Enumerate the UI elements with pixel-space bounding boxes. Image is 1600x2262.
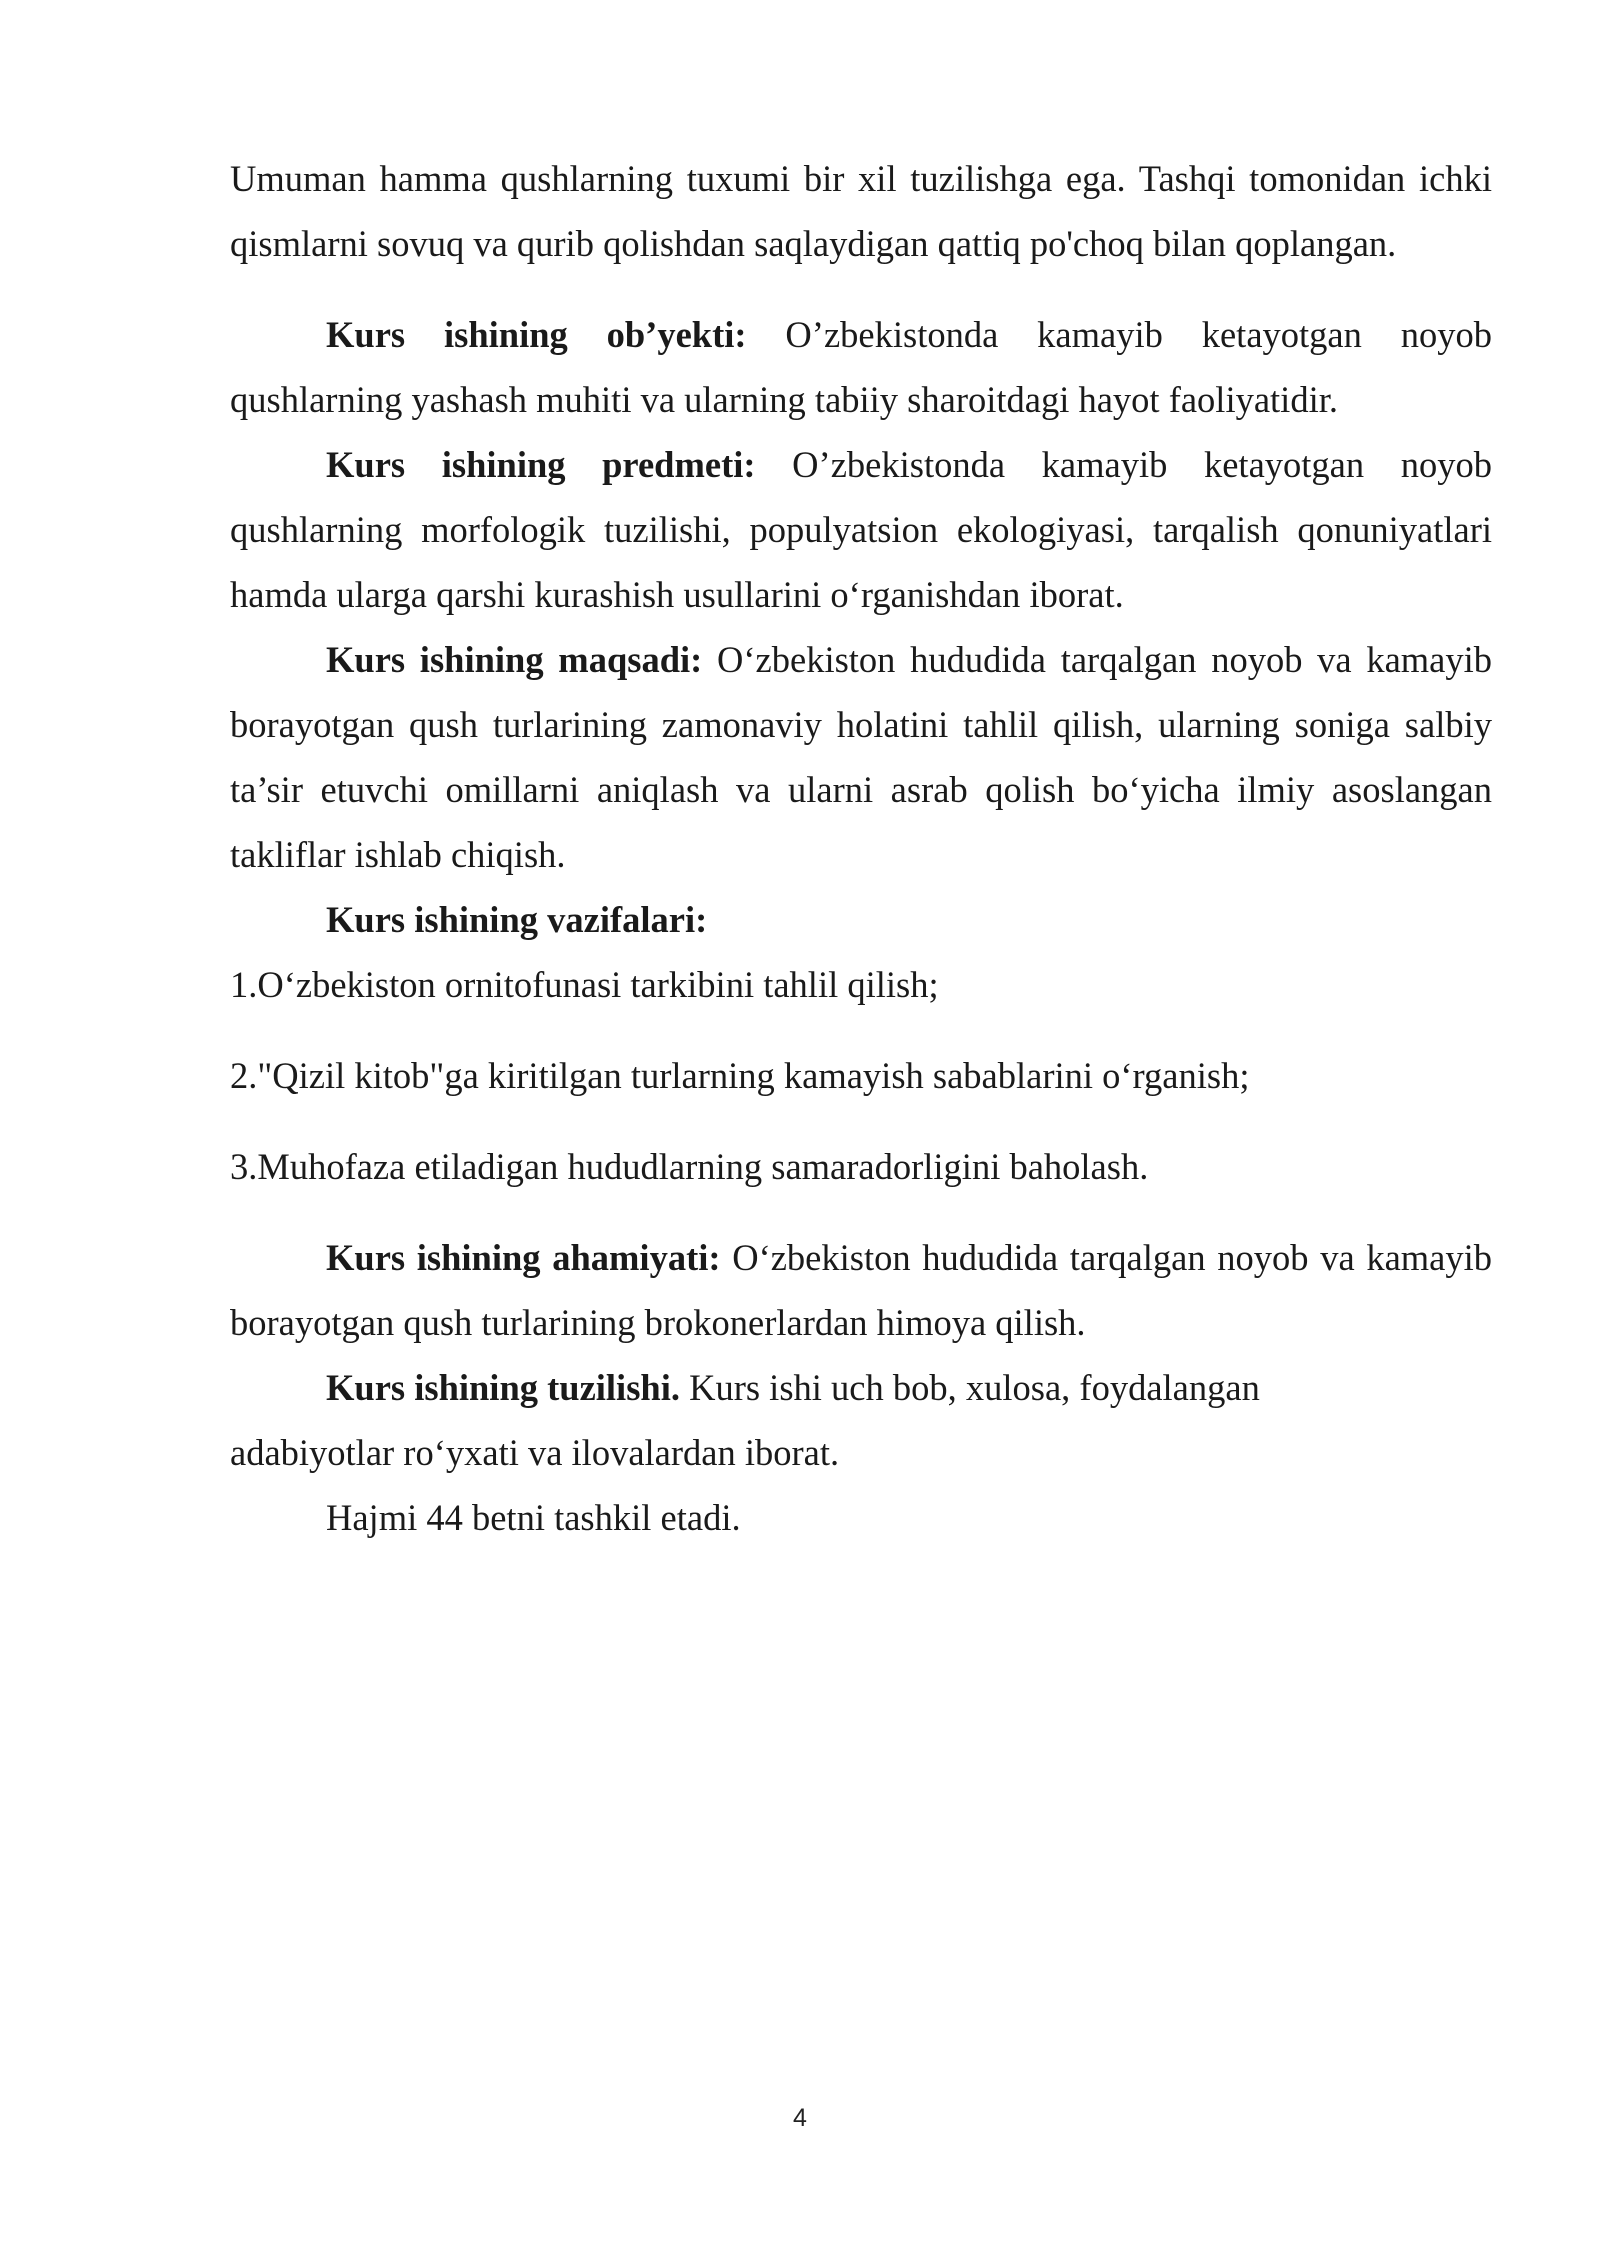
subject-paragraph [230, 432, 1492, 627]
structure-label: Kurs ishining tuzilishi. [326, 1367, 680, 1408]
importance-text: O‘zbekiston hududida tarqalgan noyob va kamayib borayotgan qush turlarining brokonerlardan himoya qilish. [230, 1237, 1492, 1343]
tasks-heading: Kurs ishining vazifalari: [326, 899, 708, 940]
task-item-3: 3.Muhofaza etiladigan hududlarning samaradorligini baholash. [230, 1146, 1149, 1187]
goal-paragraph [230, 627, 1492, 887]
subject-label: Kurs ishining predmeti: [326, 444, 756, 485]
subject-text: O’zbekistonda kamayib ketayotgan noyob qushlarning morfologik tuzilishi, populyatsion ekologiyasi, tarqalish qonuniyatlari hamda ularga qarshi kurashish usullarini o‘rganishdan iborat. [230, 444, 1492, 615]
spacer [230, 1199, 1492, 1225]
importance-paragraph [230, 1225, 1492, 1355]
spacer [230, 276, 1492, 302]
spacer [230, 1017, 1492, 1043]
intro-paragraph: Umuman hamma qushlarning tuxumi bir xil tuzilishga ega. Tashqi tomonidan ichki qismlarni sovuq va qurib qolishdan saqlaydigan qattiq po'choq bilan qoplangan. [230, 158, 1492, 264]
spacer [230, 1108, 1492, 1134]
object-text: O’zbekistonda kamayib ketayotgan noyob qushlarning yashash muhiti va ularning tabiiy sharoitdagi hayot faoliyatidir. [230, 314, 1492, 420]
object-paragraph [230, 302, 1492, 432]
structure-paragraph [230, 1355, 1280, 1485]
page-number: 4 [793, 2104, 807, 2132]
document-body [230, 146, 1492, 1550]
object-label: Kurs ishining ob’yekti: [326, 314, 747, 355]
structure-text: Kurs ishi uch bob, xulosa, foydalangan adabiyotlar ro‘yxati va ilovalardan iborat. [230, 1367, 1260, 1473]
task-item-2: 2."Qizil kitob"ga kiritilgan turlarning kamayish sabablarini o‘rganish; [230, 1055, 1250, 1096]
goal-text: O‘zbekiston hududida tarqalgan noyob va kamayib borayotgan qush turlarining zamonaviy holatini tahlil qilish, ularning soniga salbiy ta’sir etuvchi omillarni aniqlash va ularni asrab qolish bo‘yicha ilmiy asoslangan takliflar ishlab chiqish. [230, 639, 1493, 875]
importance-label: Kurs ishining ahamiyati: [326, 1237, 721, 1278]
goal-label: Kurs ishining maqsadi: [326, 639, 703, 680]
volume-paragraph: Hajmi 44 betni tashkil etadi. [326, 1497, 741, 1538]
task-item-1: 1.O‘zbekiston ornitofunasi tarkibini tahlil qilish; [230, 964, 939, 1005]
